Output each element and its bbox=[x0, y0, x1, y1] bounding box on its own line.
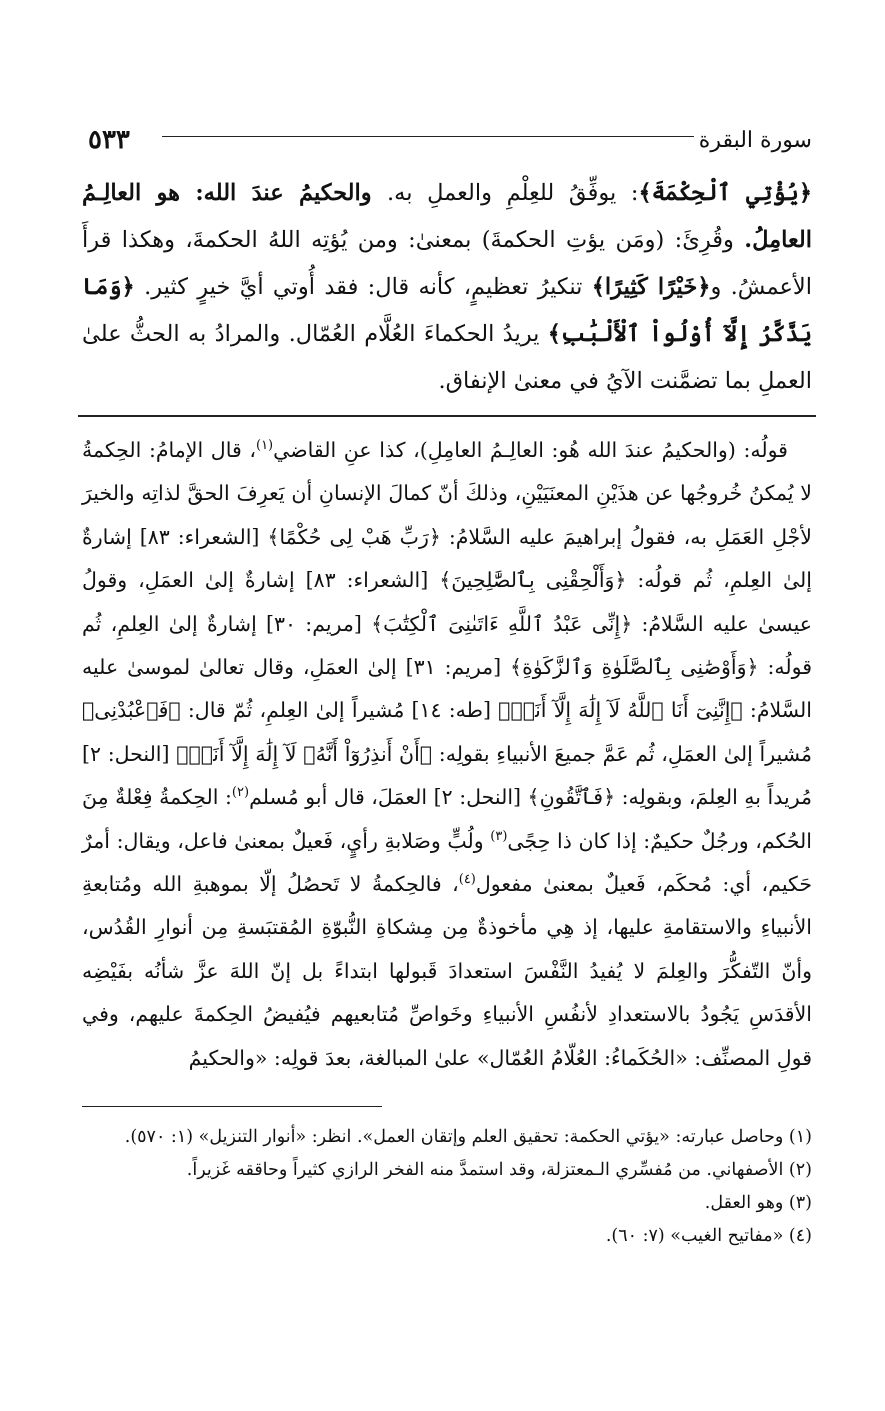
main-paragraph bbox=[82, 170, 812, 405]
commentary-segment: ، قال الإمامُ: الحِكمةُ لا يُمكنُ خُروجُها عن هذَيْنِ المعنَيَيْنِ، وذلكَ أنّ كمالَ الإنسانِ أن يَعرِفَ الحقَّ لذاتِه والخيرَ لأجْلِ العَمَلِ به، فقولُ إبراهيمَ عليه السَّلامُ: ﴿رَبِّ هَبْ لِى حُكْمًا﴾ [الشعراء: ٨٣] إشارةٌ إلىٰ العِلمِ، ثُم قولُه: ﴿وَأَلْحِقْنِى بِٱلصَّٰلِحِينَ﴾ [الشعراء: ٨٣] إشارةٌ إلىٰ العمَلِ، وقولُ عيسىٰ عليه السَّلامُ: ﴿إِنِّى عَبْدُ ٱللَّهِ ءَاتَىٰنِىَ ٱلْكِتَٰبَ﴾ [مريم: ٣٠] إشارةٌ إلىٰ العِلمِ، ثُم قولُه: ﴿وَأَوْصَٰنِى بِٱلصَّلَوٰةِ وَٱلزَّكَوٰةِ﴾ [مريم: ٣١] إلىٰ العمَلِ، وقال تعالىٰ لموسىٰ عليه السَّلامُ: ﴿إِنَّنِىٓ أَنَا ٱللَّهُ لَآ إِلَٰهَ إِلَّآ أَنَا۠﴾ [طه: ١٤] مُشيراً إلىٰ العِلمِ، ثُمّ قال: ﴿فَٱعْبُدْنِى﴾ مُشيراً إلىٰ العمَلِ، ثُم عَمَّ جميعَ الأنبياءِ بقولِه: ﴿أَنْ أَنذِرُوٓاْ أَنَّهُۥ لَآ إِلَٰهَ إِلَّآ أَنَا۠﴾ [النحل: ٢] مُريداً بهِ العِلمَ، وبقولِه: ﴿فَٱتَّقُونِ﴾ [النحل: ٢] العمَلَ، قال أبو مُسلم bbox=[82, 438, 813, 810]
book-page bbox=[82, 118, 812, 1253]
main-tafsir-text bbox=[82, 170, 812, 405]
footnote-divider bbox=[82, 1106, 382, 1107]
footnote-item: (٤) «مفاتيح الغيب» (٧: ٦٠). bbox=[605, 1226, 812, 1247]
surah-title: سورة البقرة bbox=[698, 127, 812, 153]
main-text-segment: وقُرِئَ: (ومَن يؤتِ الحكمةَ) بمعنىٰ: ومن يُؤتِه اللهُ الحكمةَ، وهكذا قرأَ الأعمشُ. bbox=[82, 227, 813, 300]
commentary-segment: : الحِكمةُ فِعْلةٌ مِنَ الحُكم، ورجُلٌ حكيمٌ: إذا كان ذا حِجًى bbox=[82, 785, 812, 853]
footnotes-list bbox=[82, 1121, 812, 1253]
commentary-paragraph bbox=[82, 429, 812, 1080]
page-header bbox=[82, 118, 812, 162]
section-divider bbox=[78, 415, 816, 417]
main-text-bold: والحكيمُ عندَ الله: هو العالِـمُ العامِلُ. bbox=[82, 180, 812, 253]
footnote-item: (٢) الأصفهاني. من مُفسِّري الـمعتزلة، وقد استمدَّ منه الفخر الرازي كثيراً وحاققه غَزيراً. bbox=[186, 1160, 812, 1181]
footnote-ref: (٤) bbox=[458, 872, 476, 888]
commentary-segment: قولُه: (والحكيمُ عندَ الله هُو: العالِـمُ العامِلِ)، كذا عنِ القاضي bbox=[273, 438, 788, 462]
footnote-ref: (٣) bbox=[490, 828, 508, 844]
main-text-segment: يريدُ الحكماءَ العُلَّام العُمّال. والمرادُ به الحثُّ علىٰ العملِ بما تضمَّنت الآيُ في معنىٰ الإنفاق. bbox=[82, 321, 812, 394]
main-text-segment: : يوفِّقُ للعِلْمِ والعملِ به. bbox=[386, 180, 639, 206]
header-rule bbox=[162, 136, 694, 137]
footnote-item: (١) وحاصل عبارته: «يؤتي الحكمة: تحقيق العلم وإتقان العمل». انظر: «أنوار التنزيل» (١: ٥٧٠). bbox=[124, 1127, 812, 1148]
main-text-segment: و bbox=[710, 274, 722, 300]
quran-phrase: ﴿خَيْرًا كَثِيرًا﴾ bbox=[591, 274, 711, 300]
footnote-item: (٣) وهو العقل. bbox=[704, 1193, 812, 1214]
footnote-ref: (٢) bbox=[231, 785, 250, 801]
page-number: ٥٣٣ bbox=[88, 125, 130, 155]
commentary-segment: ، فالحِكمةُ لا تَحصُلُ إلّا بموهبةِ الله ومُتابعةِ الأنبياءِ والاستقامةِ عليها، إذ هِي مأخوذةٌ مِن مِشكاةِ النُّبوّةِ المُقتبَسةِ مِن أنوارِ القُدُس، وأنّ التّفكُّرَ والعِلمَ لا يُفيدُ النَّفْسَ استعدادَ قَبولها ابتداءً بل إنّ اللهَ عزَّ شأنُه بفَيْضِه الأقدَسِ يَجُودُ بالاستعدادِ لأنفُسِ الأنبياءِ وخَواصِّ مُتابعيهم فيُفيضُ الحِكمةَ عليهم، وفي قولِ المصنِّف: «الحُكَماءُ: العُلّامُ العُمّال» علىٰ المبالغة، بعدَ قولِه: «والحكيمُ bbox=[82, 872, 812, 1070]
commentary-text bbox=[82, 429, 812, 1080]
main-text-segment: تنكيرُ تعظيمٍ، كأنه قال: فقد أُوتي أيَّ خيرٍ كثير. bbox=[134, 274, 592, 300]
footnote-ref: (١) bbox=[255, 438, 274, 454]
commentary-segment: ولُبٍّ وصَلابةِ رأيٍ، فَعيلٌ بمعنىٰ فاعل، ويقال: أمرٌ حَكيم، أي: مُحكَم، فَعيلٌ بمعنىٰ مفعول bbox=[82, 828, 812, 897]
quran-phrase: ﴿وَمَا يَذَّكَّرُ إِلَّآ أُوْلُواْ ٱلْأَلْبَٰبِ﴾ bbox=[82, 274, 812, 347]
quran-phrase: ﴿يُؤْتِي ٱلْحِكْمَةَ﴾ bbox=[638, 180, 813, 206]
